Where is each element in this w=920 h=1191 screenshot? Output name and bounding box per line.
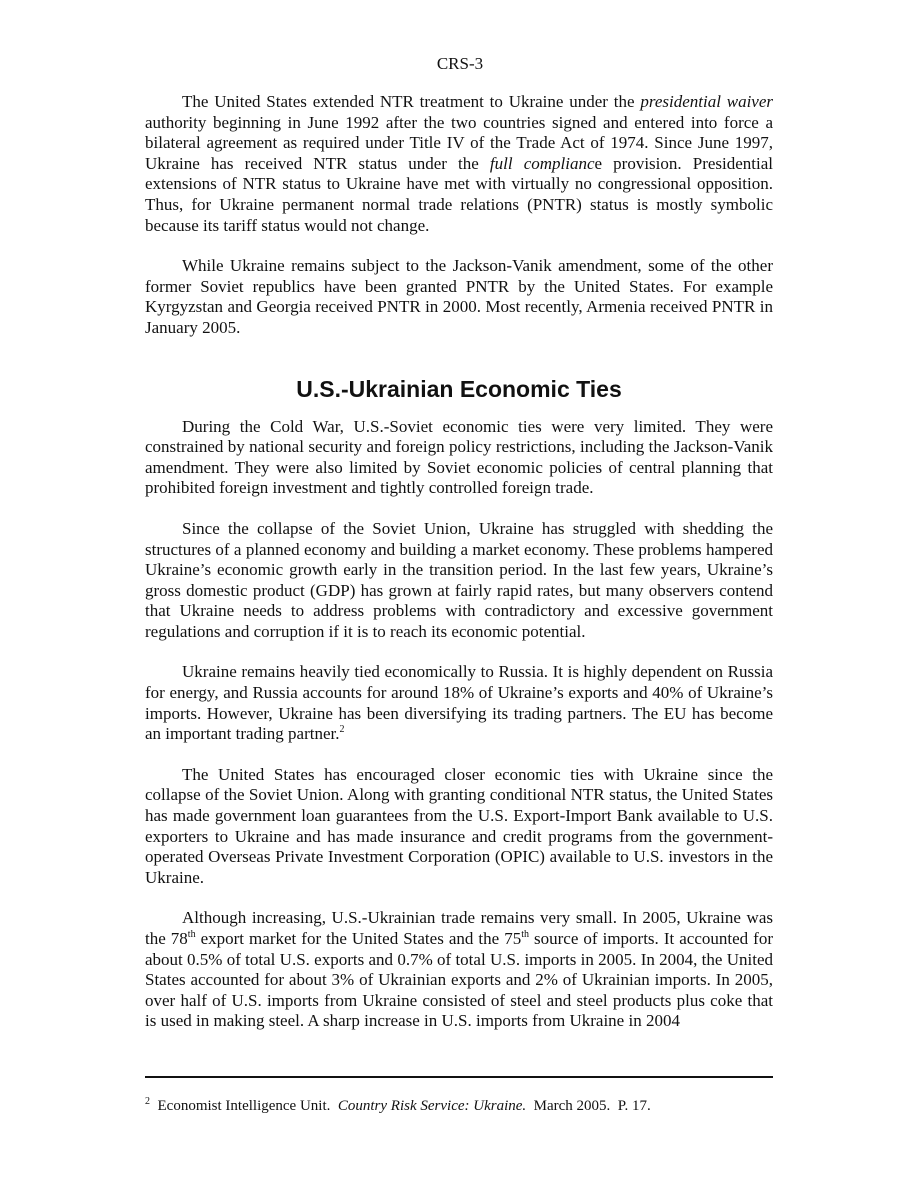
page-number-header: CRS-3 (436, 54, 484, 73)
footnote-2 (145, 1096, 773, 1116)
footnote-number: 2 (145, 1096, 150, 1107)
footnote-reference[interactable]: 2 (339, 724, 345, 736)
paragraph-jackson-vanik: While Ukraine remains subject to the Jackson-Vanik amendment, some of the other former Soviet republics have been granted PNTR by the United States. For example Kyrgyzstan and Georgia received PNTR in 2000. Most recently, Armenia received PNTR in January 2005. (145, 256, 773, 337)
paragraph-trade-volume (145, 908, 773, 1032)
italic-term-full-compliance: full complianc (489, 153, 595, 173)
body-text (145, 92, 773, 1052)
ordinal-suffix: th (187, 929, 196, 940)
paragraph-russia-ties (145, 662, 773, 744)
text-run: Ukraine remains heavily tied economically to Russia. It is highly dependent on Russia for energy, and Russia accounts for around 18% of Ukraine’s exports and 40% of Ukraine’s imports. However, Ukraine has been diversifying its trading partners. The EU has become an important trading partner. (145, 662, 773, 744)
paragraph-ntr-treatment (145, 92, 773, 236)
text-run: authority beginning in June 1992 after the two countries signed and entered into force a bilateral agreement as required under Title IV of the Trade Act of 1974. Since June 1997, Ukraine has received NTR status under the (145, 112, 773, 173)
paragraph-soviet-collapse: Since the collapse of the Soviet Union, Ukraine has struggled with shedding the structures of a planned economy and building a market economy. These problems hampered Ukraine’s economic growth early in the transition period. In the last few years, Ukraine’s gross domestic product (GDP) has grown at fairly rapid rates, but many observers contend that Ukraine needs to address problems with contradictory and excessive government regulations and corruption if it is to reach its economic potential. (145, 518, 773, 641)
footnote-source-title: Country Risk Service: Ukraine. (337, 1098, 527, 1114)
italic-term-presidential-waiver: presidential waiver (640, 92, 773, 111)
text-run: source of imports. It accounted for about 0.5% of total U.S. exports and 0.7% of total U.S. imports in 2005. In 2004, the United States accounted for about 3% of Ukrainian exports and 2% of Ukrainian imports. In 2005, over half of U.S. imports from Ukraine consisted of steel and steel products plus coke that is used in making steel. A sharp increase in U.S. imports from Ukraine in 2004 (145, 929, 773, 1031)
paragraph-cold-war: During the Cold War, U.S.-Soviet economic ties were very limited. They were constrained by national security and foreign policy restrictions, including the Jackson-Vanik amendment. They were also limited by Soviet economic policies of central planning that prohibited foreign investment and tightly controlled foreign trade. (145, 416, 773, 498)
text-run: Economist Intelligence Unit. (150, 1098, 338, 1114)
text-run: Although increasing, U.S.-Ukrainian trade remains very small. In 2005, Ukraine was the 78 (145, 908, 773, 948)
text-run: March 2005. P. 17. (526, 1098, 651, 1114)
text-run: export market for the United States and the 75 (195, 929, 522, 948)
paragraph-us-encouragement: The United States has encouraged closer economic ties with Ukraine since the collapse of the Soviet Union. Along with granting conditional NTR status, the United States has made government loan guarantees from the U.S. Export-Import Bank available to U.S. exporters to Ukraine and has made insurance and credit programs from the government-operated Overseas Private Investment Corporation (OPIC) available to U.S. investors in the Ukraine. (145, 764, 773, 887)
footnote-divider (145, 1076, 773, 1078)
ordinal-suffix: th (521, 929, 529, 940)
text-run: e provision. Presidential extensions of NTR status to Ukraine have met with virtually no congressional opposition. Thus, for Ukraine permanent normal trade relations (PNTR) status is mostly symbolic because its tariff status would not change. (145, 153, 774, 235)
section-heading: U.S.-Ukrainian Economic Ties (296, 375, 622, 402)
text-run: The United States extended NTR treatment to Ukraine under the (182, 92, 641, 111)
